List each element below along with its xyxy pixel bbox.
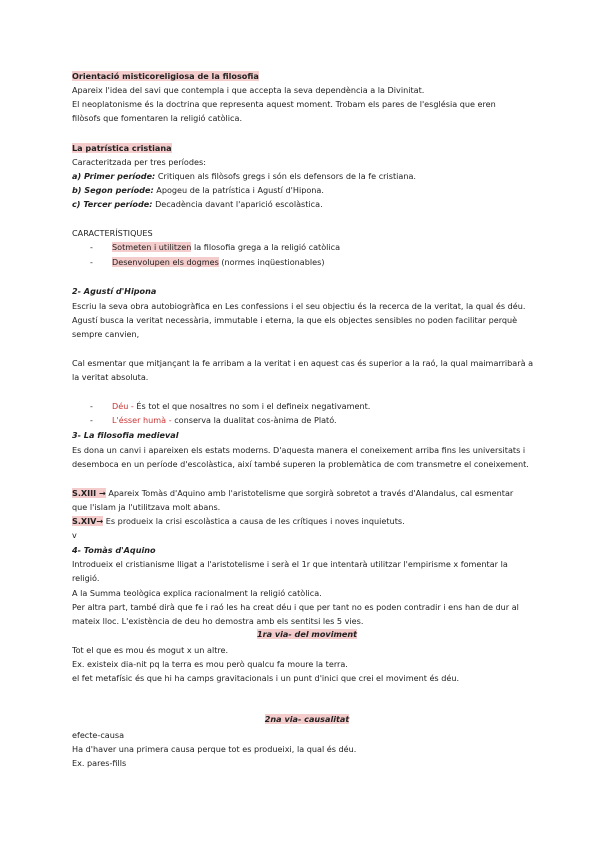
period-line: b) Segon període: Apogeu de la patrística i Agustí d'Hipona.	[72, 185, 324, 195]
heading-agusti: 2- Agustí d'Hipona	[72, 286, 157, 296]
heading-via-2: 2na via- causalitat	[264, 714, 350, 724]
bullet-item: - Desenvolupen els dogmes (normes inqüestionables)	[90, 257, 325, 267]
paragraph-line: Caracteritzada per tres períodes:	[72, 157, 206, 167]
paragraph-line: filòsofs que fomentaren la religió catòlica.	[72, 113, 243, 123]
paragraph-line: desemboca en un període d'escolàstica, així també superen la problemàtica de com transmetre el coneixement.	[72, 459, 529, 469]
paragraph-line: Escriu la seva obra autobiogràfica en Les confessions i el seu objectiu és la recerca de la veritat, la qual és déu.	[72, 301, 526, 311]
heading-caracteristiques: CARACTERÍSTIQUES	[72, 228, 153, 238]
bullet-item: - Déu - És tot el que nosaltres no som i el defineix negativament.	[90, 401, 371, 411]
paragraph-line: la veritat absoluta.	[72, 372, 149, 382]
paragraph-line: Tot el que es mou és mogut x un altre.	[72, 645, 229, 655]
heading-tomas: 4- Tomàs d'Aquino	[72, 545, 156, 555]
paragraph-line: Apareix l'idea del savi que contempla i que accepta la seva dependència a la Divinitat.	[72, 85, 425, 95]
period-line: a) Primer període: Critiquen als filòsofs gregs i són els defensors de la fe cristiana.	[72, 171, 417, 181]
paragraph-line: Agustí busca la veritat necessària, immutable i eterna, la que els objectes sensibles no poden facilitar perquè	[72, 315, 518, 325]
heading-patristica: La patrística cristiana	[72, 143, 172, 153]
paragraph-line: Introdueix el cristianisme lligat a l'aristotelisme i serà el 1r que intentarà utilitzar l'empirisme x fomentar la	[72, 559, 508, 569]
heading-orientacio: Orientació misticoreligiosa de la filosofia	[72, 71, 259, 81]
bullet-item: - L'ésser humà - conserva la dualitat cos-ànima de Plató.	[90, 415, 337, 425]
period-line: c) Tercer període: Decadència davant l'aparició escolàstica.	[72, 199, 323, 209]
paragraph-line: A la Summa teològica explica racionalment la religió catòlica.	[72, 588, 322, 598]
century-line: S.XIV→ Es produeix la crisi escolàstica a causa de les crítiques i noves inquietuts.	[72, 516, 405, 526]
bullet-item: - Sotmeten i utilitzen la filosofia grega a la religió catòlica	[90, 242, 341, 252]
paragraph-line: El neoplatonisme és la doctrina que representa aquest moment. Trobam els pares de l'església que eren	[72, 99, 496, 109]
paragraph-line: Ha d'haver una primera causa perque tot es produeixi, la qual és déu.	[72, 744, 357, 754]
heading-via-1: 1ra via- del moviment	[256, 629, 358, 639]
paragraph-line: religió.	[72, 573, 100, 583]
heading-medieval: 3- La filosofia medieval	[72, 430, 179, 440]
paragraph-line: sempre canvien,	[72, 329, 140, 339]
paragraph-line: el fet metafísic és que hi ha camps gravitacionals i un punt d'inici que crei el moviment és déu.	[72, 673, 460, 683]
paragraph-line: Per altra part, també dirà que fe i raó les ha creat déu i que per tant no es poden contradir i ens han de dur al	[72, 602, 519, 612]
paragraph-line: Ex. pares-fills	[72, 758, 127, 768]
paragraph-line: que l'islam ja l'utilitzava molt abans.	[72, 502, 221, 512]
paragraph-line: mateix lloc. L'existència de deu ho demostra amb els sentitsi les 5 vies.	[72, 616, 364, 626]
century-line: S.XIII → Apareix Tomàs d'Aquino amb l'aristotelisme que sorgirà sobretot a través d'Alandalus, cal esmentar	[72, 488, 514, 498]
paragraph-line: Ex. existeix dia-nit pq la terra es mou però qualcu fa moure la terra.	[72, 659, 348, 669]
stray-character: v	[72, 530, 77, 540]
paragraph-line: efecte-causa	[72, 730, 125, 740]
paragraph-line: Cal esmentar que mitjançant la fe arribam a la veritat i en aquest cas és superior a la raó, la qual maimarribarà a	[72, 358, 534, 368]
paragraph-line: Es dona un canvi i apareixen els estats moderns. D'aquesta manera el coneixement arriba fins les universitats i	[72, 445, 526, 455]
